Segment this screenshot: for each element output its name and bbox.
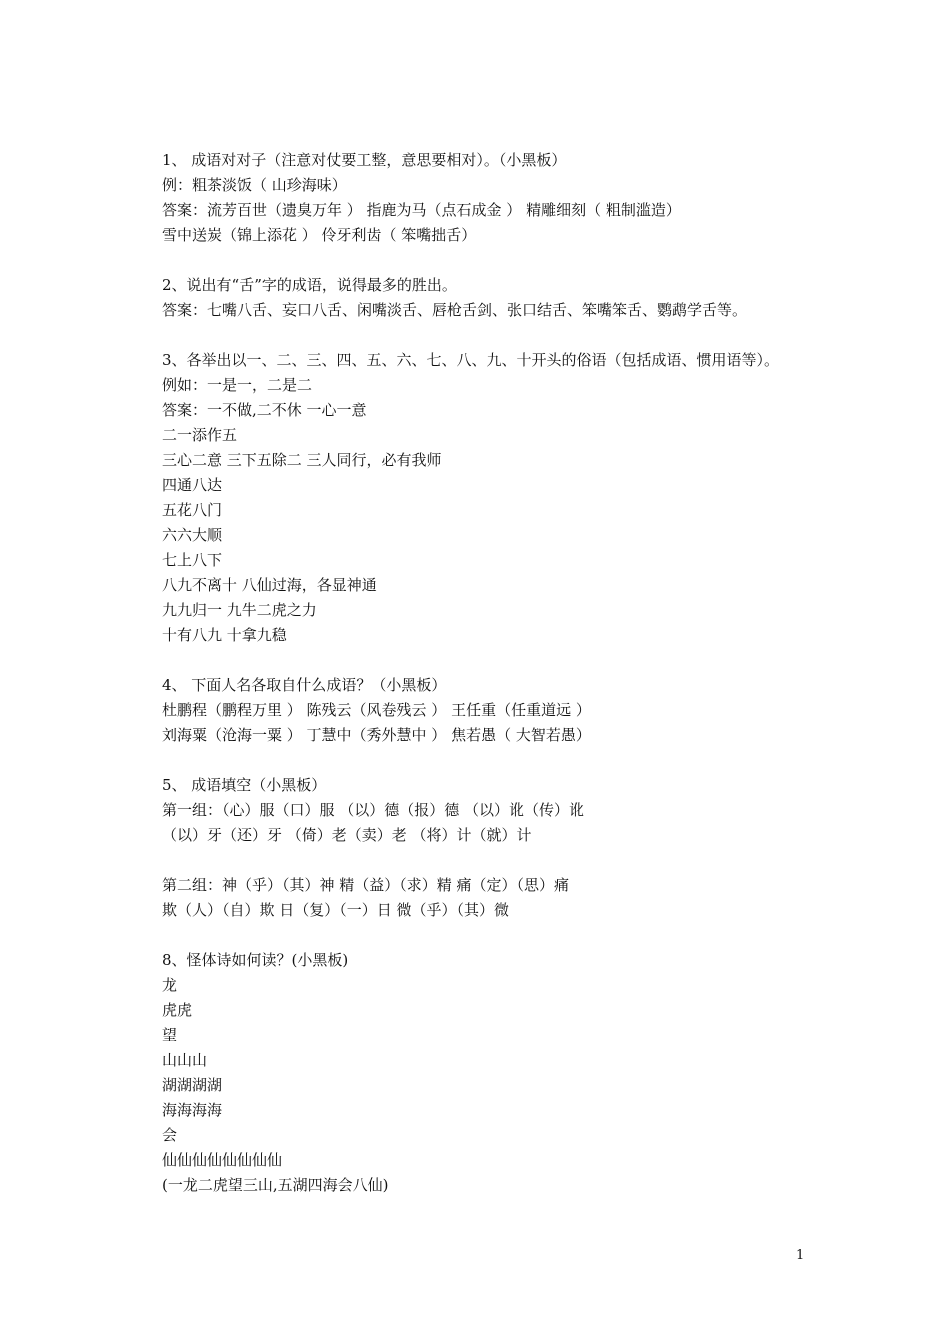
text-line: 十有八九 十拿九稳: [162, 626, 287, 644]
text-line: 例如：一是一，二是二: [162, 376, 313, 394]
text-line: （以）牙（还）牙 （倚）老（卖）老 （将）计（就）计: [162, 826, 532, 844]
paragraph-gap: [162, 248, 922, 273]
text-line: (一龙二虎望三山,五湖四海会八仙): [162, 1176, 389, 1194]
text-line: 例：粗茶淡饭（ 山珍海味）: [162, 176, 347, 194]
text-line: 七上八下: [162, 551, 223, 569]
text-line: 仙仙仙仙仙仙仙仙: [162, 1151, 283, 1169]
section-4: [162, 673, 922, 748]
section-7: [162, 948, 922, 1198]
paragraph-gap: [162, 848, 922, 873]
paragraph-gap: [162, 648, 922, 673]
text-line: 四通八达: [162, 476, 223, 494]
paragraph-gap: [162, 323, 922, 348]
paragraph-gap: [162, 923, 922, 948]
text-line: 答案：七嘴八舌、妄口八舌、闲嘴淡舌、唇枪舌剑、张口结舌、笨嘴笨舌、鹦鹉学舌等。: [162, 301, 748, 319]
paragraph-gap: [162, 748, 922, 773]
text-line: 4、 下面人名各取自什么成语？（小黑板）: [162, 676, 447, 694]
text-line: 第二组：神（乎）（其）神 精（益）（求）精 痛（定）（思）痛: [162, 876, 570, 894]
text-line: 八九不离十 八仙过海，各显神通: [162, 576, 377, 594]
text-line: 杜鹏程（鹏程万里 ） 陈残云（风卷残云 ） 王任重（任重道远 ）: [162, 701, 591, 719]
text-line: 3、各举出以一、二、三、四、五、六、七、八、九、十开头的俗语（包括成语、惯用语等）。: [162, 351, 780, 369]
text-line: 答案：一不做,二不休 一心一意: [162, 401, 367, 419]
document-body: [162, 148, 922, 1198]
text-line: 刘海粟（沧海一粟 ） 丁慧中（秀外慧中 ） 焦若愚（ 大智若愚）: [162, 726, 591, 744]
text-line: 九九归一 九牛二虎之力: [162, 601, 317, 619]
text-line: 会: [162, 1126, 178, 1144]
text-line: 5、 成语填空（小黑板）: [162, 776, 327, 794]
text-line: 虎虎: [162, 1001, 193, 1019]
page-number: 1: [796, 1248, 805, 1263]
text-line: 龙: [162, 976, 178, 994]
text-line: 8、怪体诗如何读？(小黑板): [162, 951, 349, 969]
text-line: 六六大顺: [162, 526, 223, 544]
text-line: 雪中送炭（锦上添花 ） 伶牙利齿（ 笨嘴拙舌）: [162, 226, 477, 244]
text-line: 答案：流芳百世（遗臭万年 ） 指鹿为马（点石成金 ） 精雕细刻（ 粗制滥造）: [162, 201, 681, 219]
text-line: 望: [162, 1026, 178, 1044]
section-5: [162, 773, 922, 848]
text-line: 第一组：（心）服（口）服 （以）德（报）德 （以）讹（传）讹: [162, 801, 585, 819]
text-line: 二一添作五: [162, 426, 238, 444]
section-6: [162, 873, 922, 923]
section-3: [162, 348, 922, 648]
text-line: 三心二意 三下五除二 三人同行，必有我师: [162, 451, 442, 469]
text-line: 欺（人）（自）欺 日（复）（一）日 微（乎）（其）微: [162, 901, 510, 919]
text-line: 2、说出有“舌”字的成语，说得最多的胜出。: [162, 276, 457, 294]
text-line: 五花八门: [162, 501, 223, 519]
text-line: 海海海海: [162, 1101, 223, 1119]
section-2: [162, 273, 922, 323]
text-line: 山山山: [162, 1051, 208, 1069]
text-line: 1、 成语对对子（注意对仗要工整，意思要相对）。（小黑板）: [162, 151, 567, 169]
section-1: [162, 148, 922, 248]
text-line: 湖湖湖湖: [162, 1076, 223, 1094]
